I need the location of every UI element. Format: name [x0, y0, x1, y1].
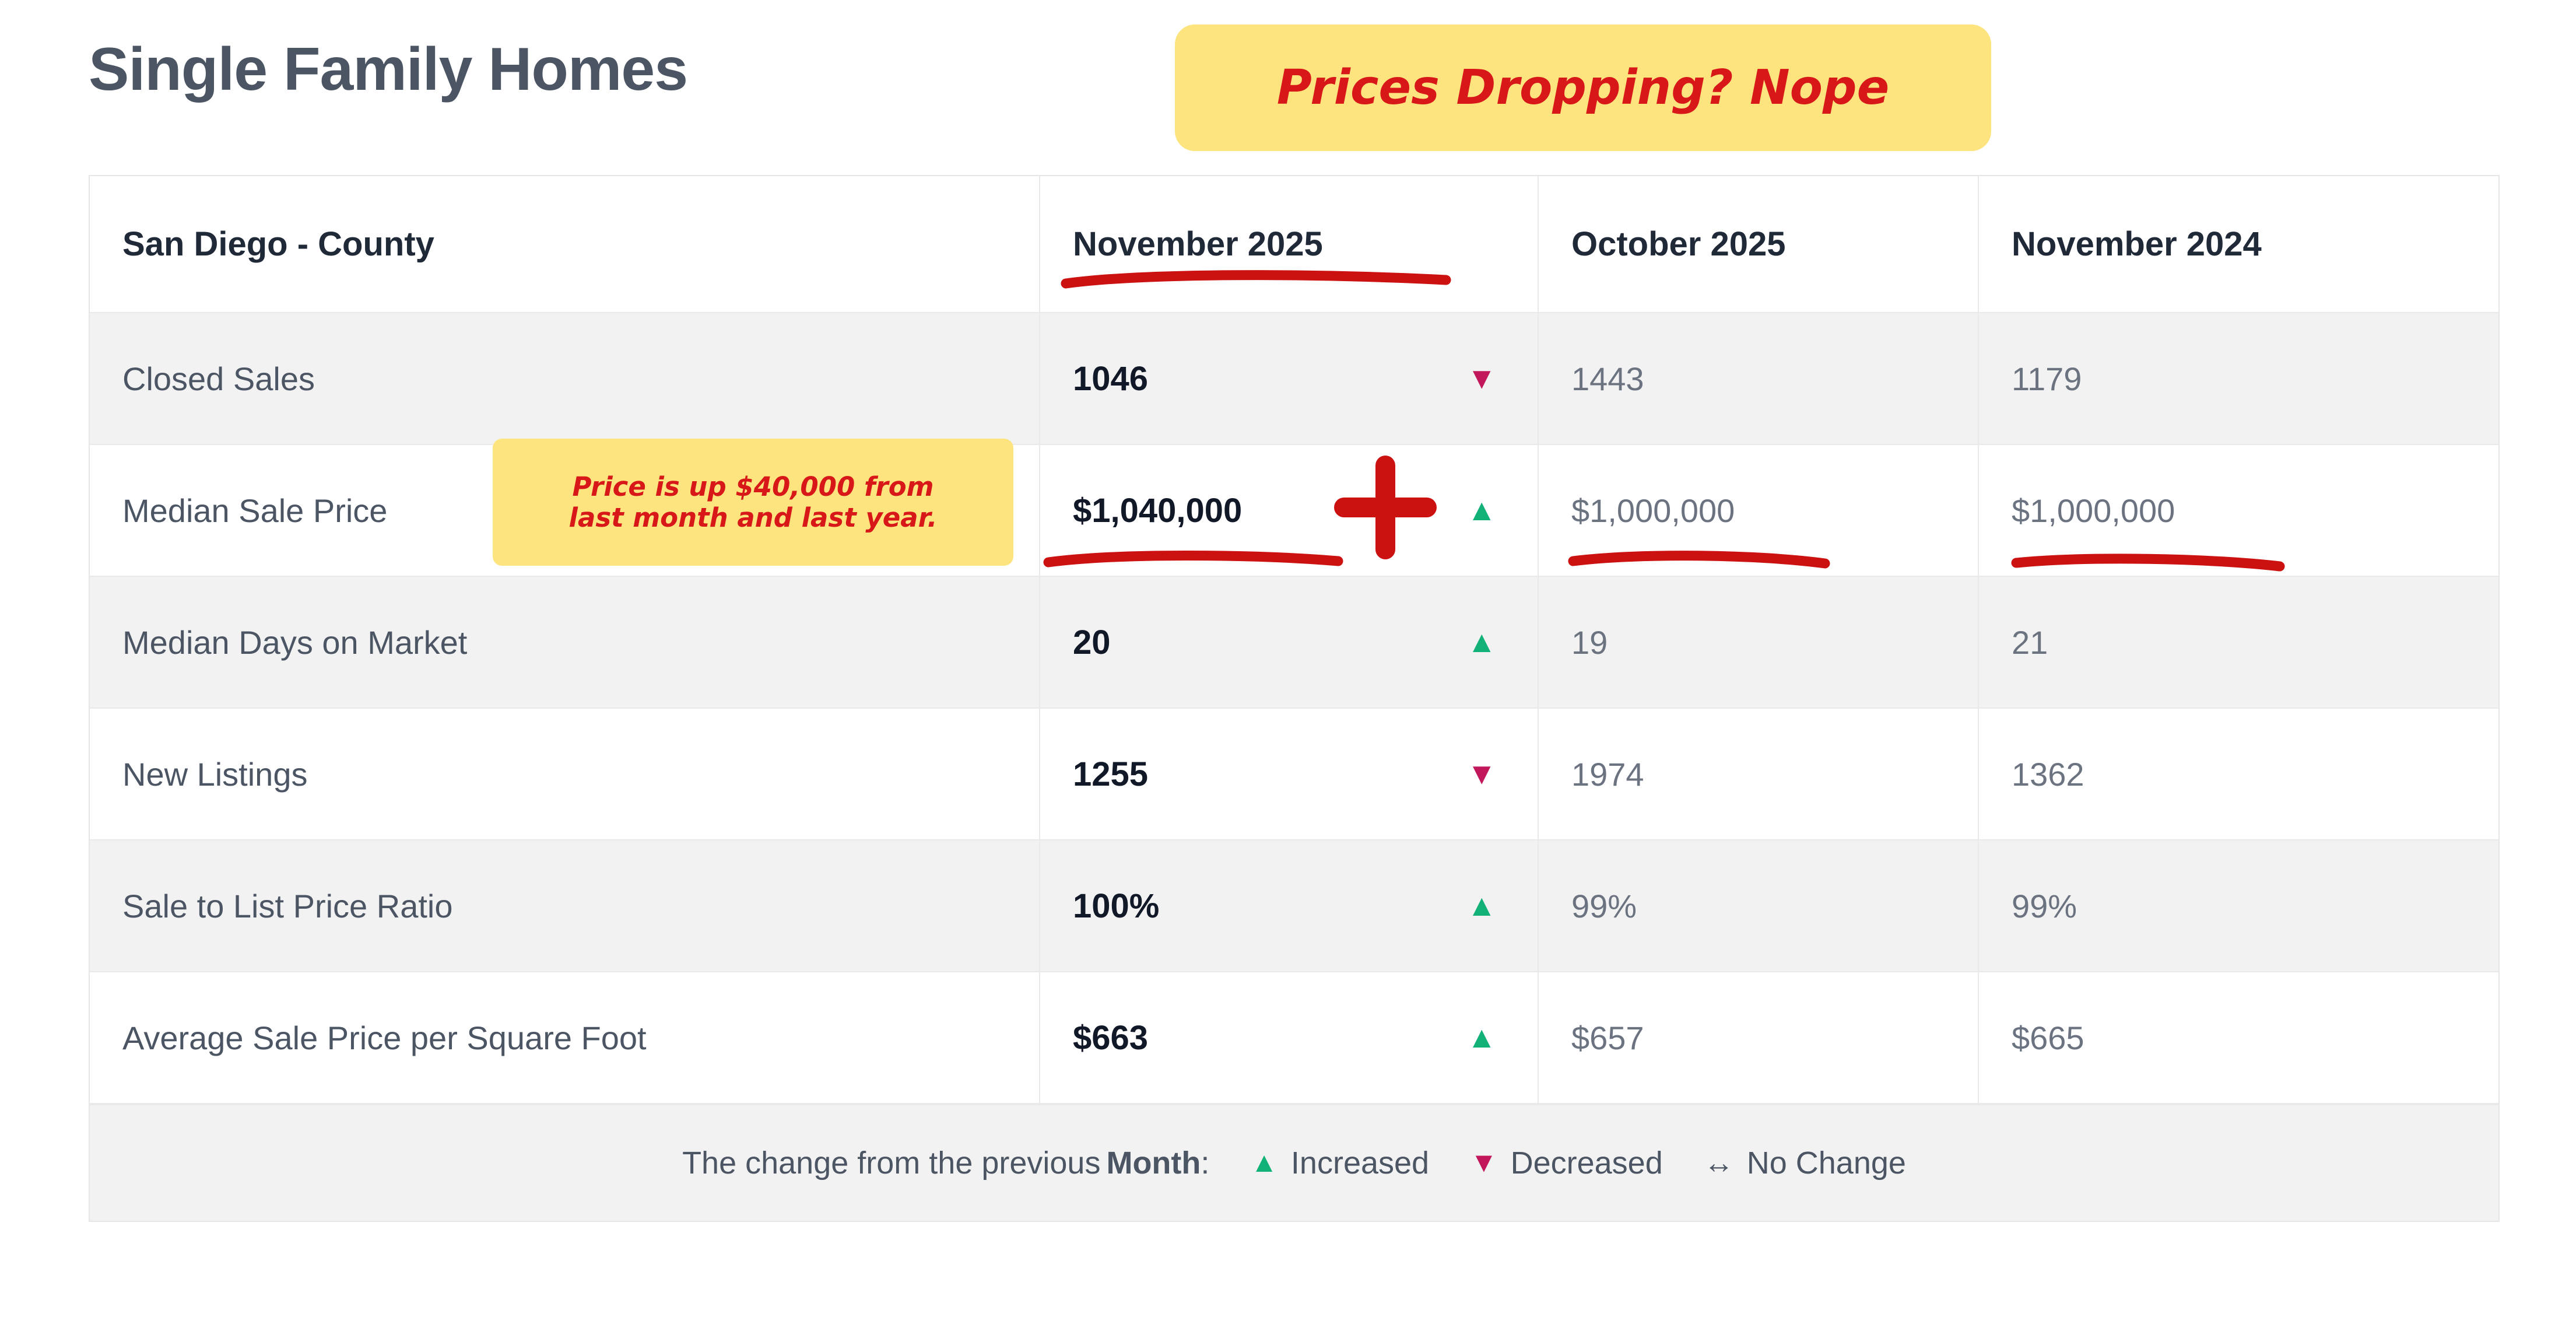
annotation-plus-mark: [1326, 449, 1443, 566]
row-year-ago-value: $665: [1978, 972, 2498, 1103]
legend-no-change: [1704, 1145, 1906, 1181]
table-legend: [90, 1104, 2498, 1221]
row-current-value-cell: [1039, 577, 1538, 707]
legend-lead-prefix: The change from the previous: [682, 1146, 1101, 1181]
row-label: Median Sale Price: [122, 492, 388, 529]
callout-median-price-line2: last month and last year.: [568, 502, 938, 533]
legend-increased-label: Increased: [1290, 1146, 1430, 1181]
legend-decreased-label: Decreased: [1510, 1146, 1663, 1181]
row-label: Average Sale Price per Square Foot: [122, 1019, 647, 1056]
annotation-underline-november-2025: [1061, 268, 1458, 297]
row-year-ago-value: 1362: [1978, 709, 2498, 839]
row-label: New Listings: [122, 755, 308, 793]
row-year-ago-value: 1179: [1978, 313, 2498, 444]
column-header-region: San Diego - County: [122, 225, 434, 263]
annotation-underline-median-current: [1044, 548, 1347, 576]
callout-median-price: [493, 439, 1013, 566]
legend-no-change-label: No Change: [1746, 1146, 1906, 1181]
table-row: [90, 709, 2498, 840]
row-label: Median Days on Market: [122, 624, 468, 661]
trend-up-icon: ▲: [1466, 889, 1497, 923]
page-title: Single Family Homes: [89, 36, 688, 103]
row-current-value-cell: [1039, 840, 1538, 971]
row-year-ago-value: 21: [1978, 577, 2498, 707]
callout-median-price-line1: Price is up $40,000 from: [572, 471, 934, 502]
trend-up-icon: ▲: [1466, 493, 1497, 527]
table-row: [90, 840, 2498, 972]
row-current-value: 1046: [1073, 359, 1149, 398]
row-current-value-cell: [1039, 972, 1538, 1103]
legend-lead-bold: Month: [1106, 1146, 1201, 1181]
row-year-ago-value: $1,000,000: [1978, 445, 2498, 576]
legend-lead-suffix: :: [1201, 1146, 1210, 1181]
annotation-underline-median-october: [1568, 548, 1831, 576]
row-label: Sale to List Price Ratio: [122, 887, 453, 924]
row-current-value: 100%: [1073, 887, 1160, 925]
row-current-value: 20: [1073, 623, 1111, 661]
row-year-ago-value: 99%: [1978, 840, 2498, 971]
table-row: [90, 577, 2498, 709]
trend-flat-icon: ↔: [1703, 1146, 1734, 1180]
row-current-value: $663: [1073, 1018, 1149, 1057]
row-prev-month-value: $657: [1538, 972, 1978, 1103]
legend-increased: [1250, 1145, 1429, 1181]
market-stats-table: [89, 175, 2500, 1222]
callout-headline-text: Prices Dropping? Nope: [1276, 60, 1890, 115]
trend-up-icon: ▲: [1466, 1021, 1497, 1055]
callout-headline: [1175, 24, 1991, 151]
legend-decreased: [1470, 1145, 1663, 1181]
row-current-value-cell: [1039, 709, 1538, 839]
column-header-prev-month: October 2025: [1538, 176, 1978, 312]
row-label: Closed Sales: [122, 360, 315, 397]
trend-up-icon: ▲: [1250, 1147, 1278, 1178]
trend-down-icon: ▼: [1466, 362, 1497, 395]
row-prev-month-value: 1443: [1538, 313, 1978, 444]
trend-up-icon: ▲: [1466, 625, 1497, 659]
column-header-year-ago: November 2024: [1978, 176, 2498, 312]
table-row: [90, 313, 2498, 445]
row-prev-month-value: 19: [1538, 577, 1978, 707]
column-header-current-month: November 2025: [1039, 176, 1538, 312]
trend-down-icon: ▼: [1470, 1147, 1498, 1178]
row-current-value-cell: [1039, 313, 1538, 444]
annotation-underline-median-year-ago: [2012, 551, 2286, 579]
table-row: [90, 972, 2498, 1104]
row-current-value: 1255: [1073, 755, 1149, 793]
row-current-value: $1,040,000: [1073, 491, 1243, 530]
row-prev-month-value: 99%: [1538, 840, 1978, 971]
row-prev-month-value: 1974: [1538, 709, 1978, 839]
row-prev-month-value: $1,000,000: [1538, 445, 1978, 576]
trend-down-icon: ▼: [1466, 757, 1497, 791]
